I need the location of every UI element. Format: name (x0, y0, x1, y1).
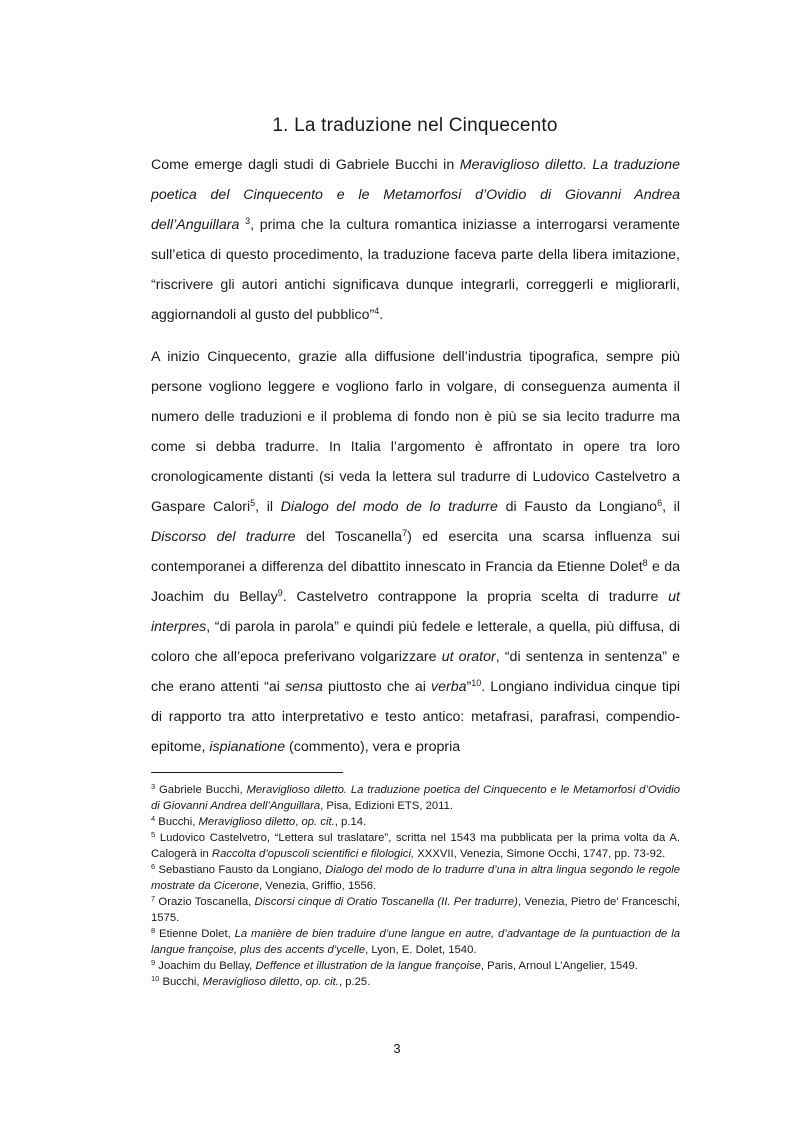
footnote-number: 6 (151, 862, 156, 871)
footnote-number: 5 (151, 830, 156, 839)
text-run: . (379, 307, 384, 323)
italic-run: ispianatione (209, 739, 286, 755)
italic-run: Discorsi cinque di Oratio Toscanella (II. Per tradurre) (254, 896, 518, 908)
italic-run: Meraviglioso diletto. La traduzione poetica del Cinquecento e le Metamorfosi d’Ovidio di Giovanni Andrea dell’Anguillara (151, 784, 680, 812)
text-run: e da Joachim du Bellay (151, 559, 680, 605)
text-run: , Venezia, Pietro de’ Franceschi, 1575. (151, 896, 680, 924)
footnote-number: 4 (151, 814, 156, 823)
italic-run: verba (430, 679, 467, 695)
footnote-9 (151, 958, 680, 974)
text-run: , Paris, Arnoul L’Angelier, 1549. (480, 960, 638, 972)
text-run: A inizio Cinquecento, grazie alla diffusione dell’industria tipografica, sempre più persone vogliono leggere e vogliono farlo in volgare, di conseguenza aumenta il numero delle traduzioni e il problema di fondo non è più se sia lecito tradurre ma come si debba tradurre. In Italia l’argomento è affrontato in opere tra loro cronologicamente distanti (si veda la lettera sul tradurre di Ludovico Castelvetro a Gaspare Calori (151, 349, 680, 515)
text-run: Joachim du Bellay, (155, 960, 256, 972)
italic-run: Deffence et illustration de la langue françoise (255, 960, 481, 972)
text-run: Sebastiano Fausto da Longiano, (155, 864, 326, 876)
text-run: Gabriele Bucchi, (155, 784, 247, 796)
body-text (151, 150, 680, 774)
footnote-ref-6[interactable]: 6 (657, 498, 663, 508)
text-run: Ludovico Castelvetro, “Lettera sul traslatare”, scritta nel 1543 ma pubblicata per la prima volta da A. Calogerà in (151, 832, 680, 860)
footnote-4 (151, 814, 680, 830)
text-run: XXXVII, Venezia, Simone Occhi, 1747, pp. 73-92. (414, 848, 666, 860)
footnote-ref-4[interactable]: 4 (374, 306, 380, 316)
footnote-separator (151, 772, 343, 773)
text-run: , Venezia, Griffio, 1556. (259, 880, 377, 892)
footnote-8 (151, 926, 680, 958)
page-number: 3 (393, 1041, 401, 1056)
text-run: , il (662, 499, 680, 515)
text-run: Bucchi, (159, 976, 203, 988)
text-run: , “di parola in parola” e quindi più fedele e letterale, a quella, più diffusa, di coloro che all’epoca preferivano volgarizzare (151, 619, 680, 665)
italic-run: Meraviglioso diletto (198, 816, 296, 828)
text-run: . Castelvetro contrappone la propria scelta di tradurre (282, 589, 669, 605)
italic-run: Raccolta d’opuscoli scientifici e filologici, (211, 848, 415, 860)
footnote-ref-8[interactable]: 8 (642, 558, 648, 568)
italic-run: sensa (285, 679, 323, 695)
paragraph-1 (151, 150, 680, 330)
text-run: ” (466, 679, 472, 695)
italic-run: Meraviglioso diletto (202, 976, 300, 988)
text-run: , (295, 816, 302, 828)
text-run: , (299, 976, 306, 988)
text-run: (commento), vera e propria (285, 739, 461, 755)
text-run: , “di sentenza in sentenza” e che erano attenti “ai (151, 649, 680, 695)
footnote-7 (151, 894, 680, 926)
footnotes (151, 782, 680, 990)
footnote-number: 10 (151, 974, 160, 983)
footnote-ref-5[interactable]: 5 (250, 498, 256, 508)
text-run: , prima che la cultura romantica iniziasse a interrogarsi veramente sull’etica di questo procedimento, la traduzione faceva parte della libera imitazione, “riscrivere gli autori antichi significava dunque integrarli, correggerli e migliorarli, aggiornandoli al gusto del pubblico” (151, 217, 680, 323)
text-run: del Toscanella (295, 529, 403, 545)
text-run: Bucchi, (155, 816, 199, 828)
footnote-number: 7 (151, 894, 156, 903)
italic-run: op. cit. (301, 816, 335, 828)
footnote-6 (151, 862, 680, 894)
text-run: Orazio Toscanella, (155, 896, 255, 908)
italic-run: Dialogo del modo de lo tradurre d’una in altra lingua segondo le regole mostrate da Cicerone (151, 864, 680, 892)
footnote-3 (151, 782, 680, 814)
footnote-5 (151, 830, 680, 862)
text-run: , Lyon, E. Dolet, 1540. (365, 944, 477, 956)
footnote-10 (151, 974, 680, 990)
text-run: Come emerge dagli studi di Gabriele Bucchi in (151, 157, 460, 173)
paragraph-2 (151, 342, 680, 762)
footnote-number: 3 (151, 782, 156, 791)
footnote-number: 8 (151, 926, 156, 935)
text-run: di Fausto da Longiano (497, 499, 658, 515)
text-run: , Pisa, Edizioni ETS, 2011. (320, 800, 454, 812)
italic-run: La manière de bien traduire d’une langue en autre, d’advantage de la puntuaction de la langue françoise, plus des accents d’ycelle (151, 928, 680, 956)
italic-run: Discorso del tradurre (151, 529, 296, 545)
text-run: Etienne Dolet, (155, 928, 235, 940)
text-run: . Longiano individua cinque tipi di rapporto tra atto interpretativo e testo antico: metafrasi, parafrasi, compendio-epitome, (151, 679, 680, 755)
text-run: piuttosto che ai (322, 679, 431, 695)
text-run: ) ed esercita una scarsa influenza sui contemporanei a differenza del dibattito innescato in Francia da Etienne Dolet (151, 529, 680, 575)
italic-run: ut interpres (151, 589, 680, 635)
footnote-ref-9[interactable]: 9 (277, 588, 283, 598)
italic-run: Meraviglioso diletto. La traduzione poetica del Cinquecento e le Metamorfosi d’Ovidio di Giovanni Andrea dell’Anguillara (151, 157, 680, 233)
text-run: , p.14. (334, 816, 367, 828)
section-heading: 1. La traduzione nel Cinquecento (272, 115, 558, 136)
italic-run: ut orator (441, 649, 496, 665)
footnote-ref-3[interactable]: 3 (245, 216, 251, 226)
footnote-number: 9 (151, 958, 156, 967)
footnote-ref-7[interactable]: 7 (402, 528, 408, 538)
text-run: , p.25. (338, 976, 371, 988)
italic-run: Dialogo del modo de lo tradurre (280, 499, 498, 515)
footnote-ref-10[interactable]: 10 (471, 678, 482, 688)
text-run: , il (255, 499, 281, 515)
italic-run: op. cit. (305, 976, 339, 988)
